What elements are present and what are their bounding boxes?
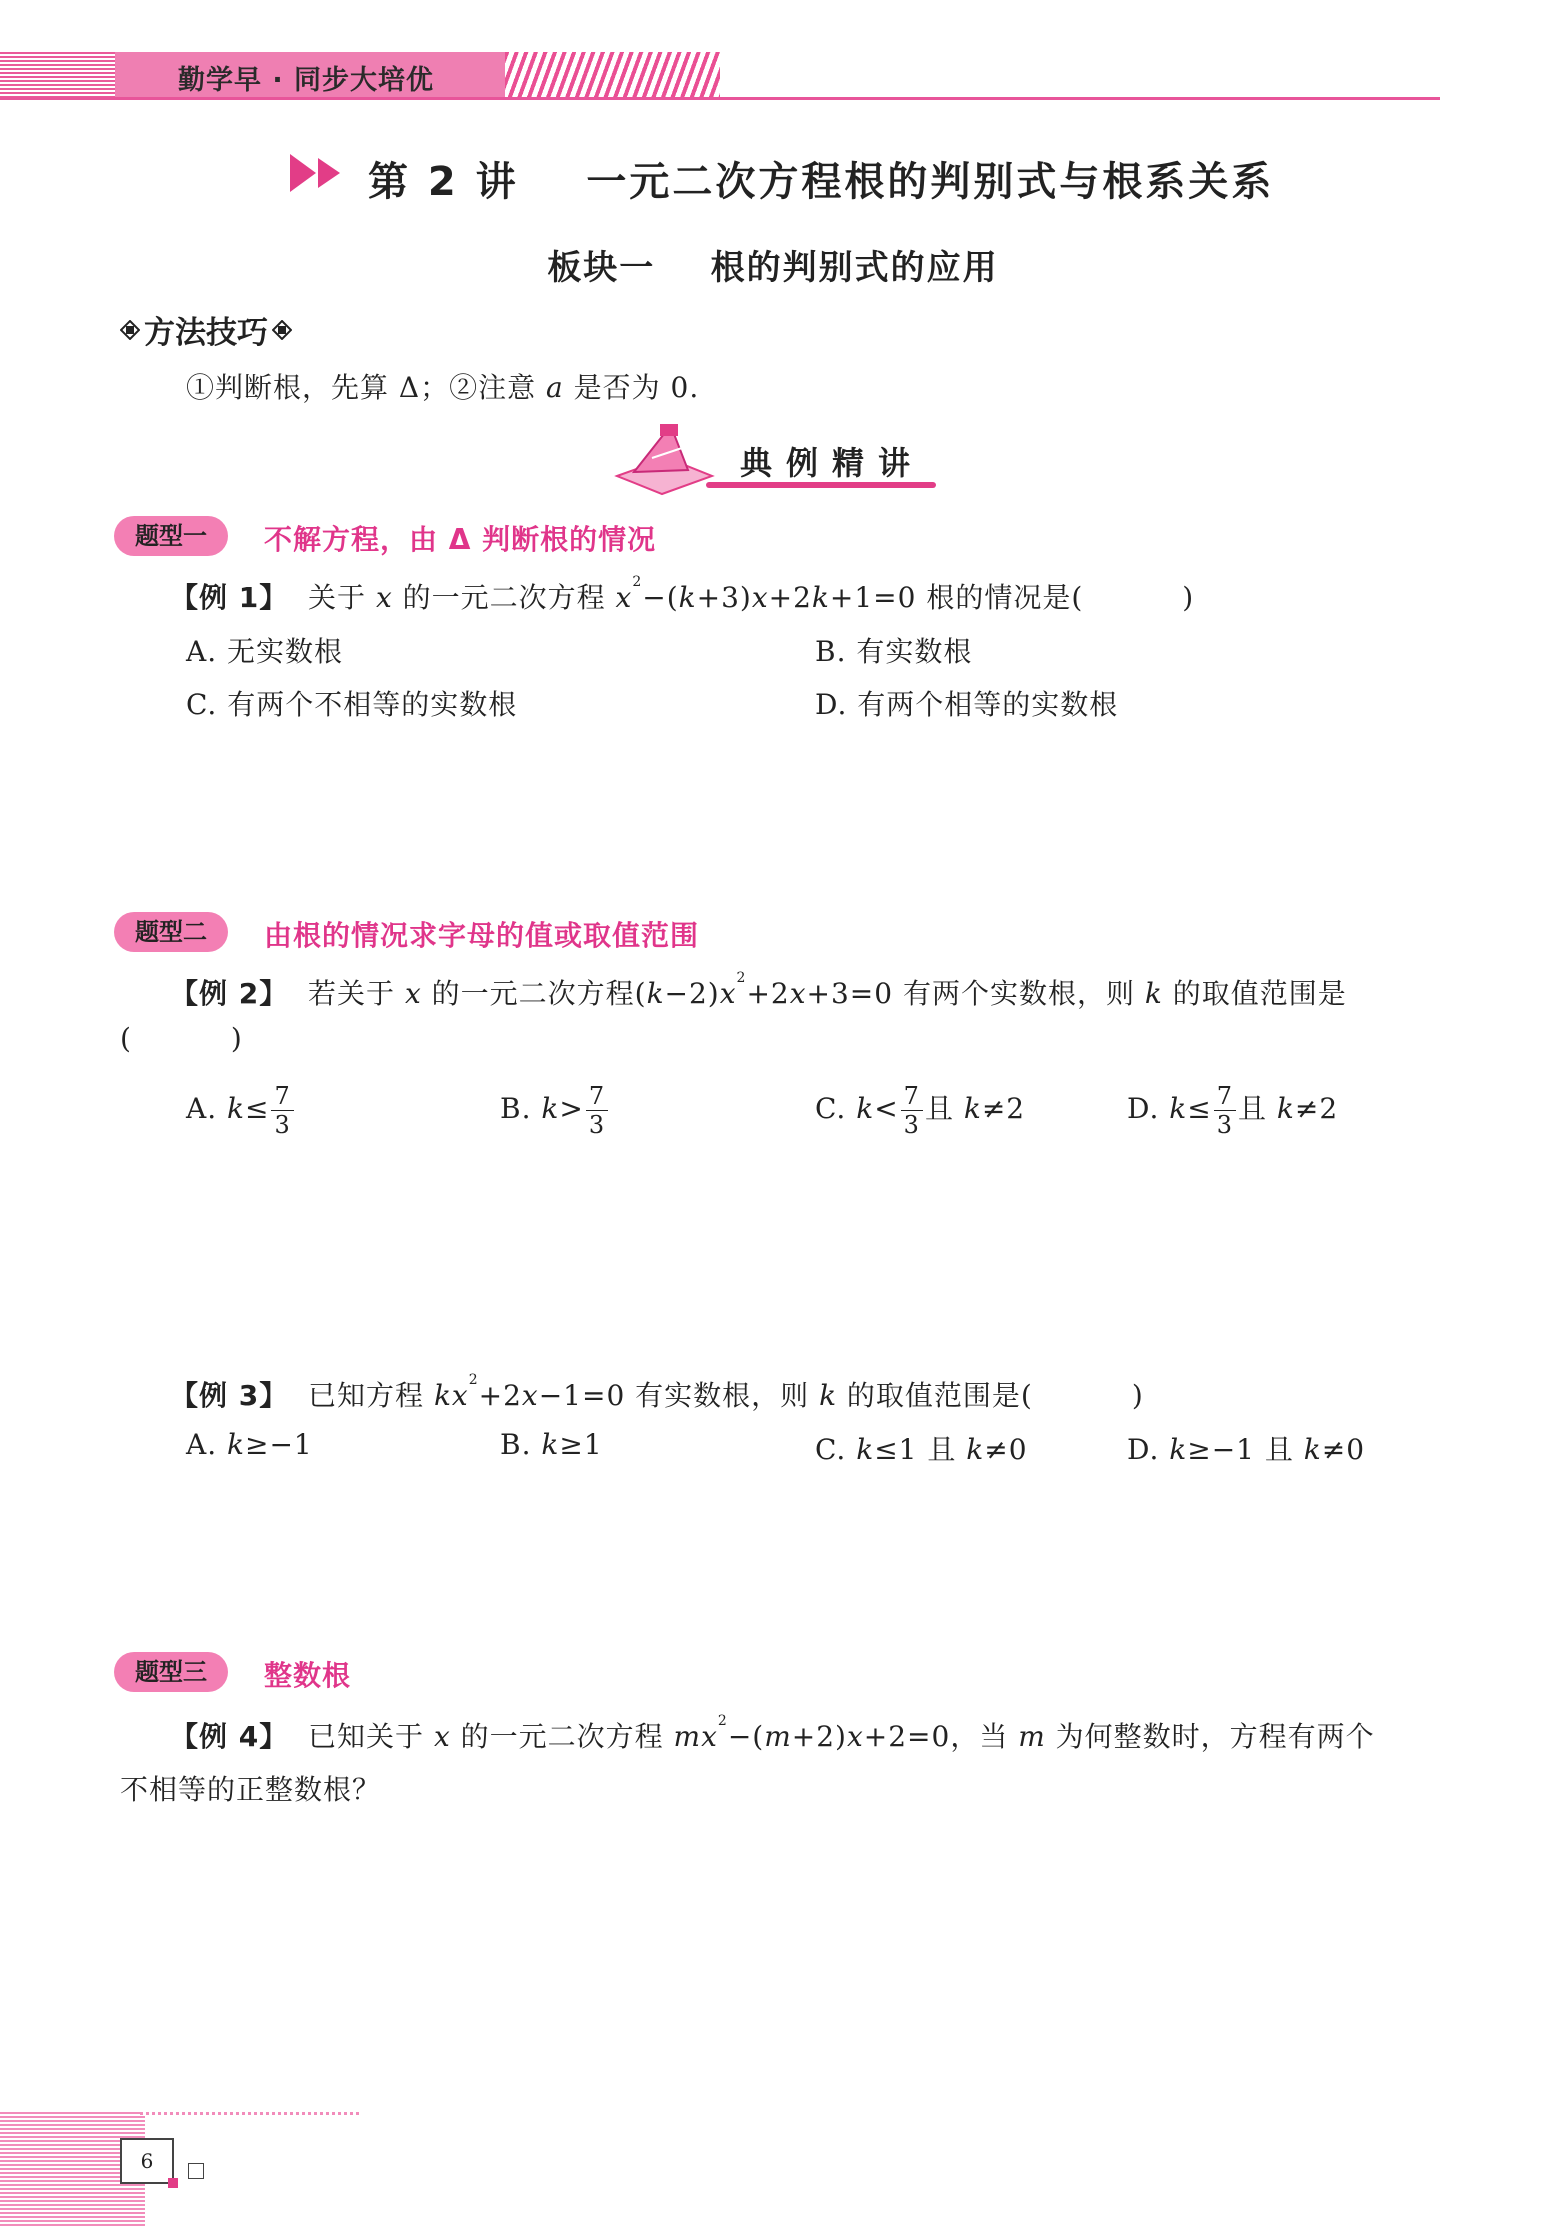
- book-title: 勤学早 · 同步大培优: [178, 65, 435, 96]
- example-1-option-b: B. 有实数根: [815, 635, 973, 668]
- type-title-2: 由根的情况求字母的值或取值范围: [264, 919, 700, 952]
- method-text: ①判断根，先算 Δ；②注意 a 是否为 0.: [186, 371, 700, 404]
- examples-underline: [706, 482, 936, 488]
- lecture-title: 第 2 讲 一元二次方程根的判别式与根系关系: [368, 159, 1275, 205]
- example-2-option-d: D. k≤ $\frac{7}{3}$ 且 k≠2: [1127, 1082, 1339, 1139]
- method-heading-label: 方法技巧: [144, 315, 268, 351]
- example-3-option-a: A. k≥−1: [186, 1428, 313, 1461]
- header-rule: [0, 97, 1440, 100]
- examples-heading: 典例精讲: [740, 444, 925, 482]
- example-1-option-d: D. 有两个相等的实数根: [815, 688, 1119, 721]
- example-1-question: 【例 1】 关于 x 的一元二次方程 $x^2-(k+3)x+2k+1=0$ 根的情况是( ): [170, 574, 1195, 614]
- diamond-icon: [120, 320, 140, 340]
- type-title-3: 整数根: [264, 1659, 352, 1692]
- diamond-icon: [272, 320, 292, 340]
- page-number-corner-mark: [168, 2178, 178, 2188]
- footer-dotted-rule: [140, 2112, 360, 2115]
- example-4-question-line2: 不相等的正整数根？: [120, 1773, 382, 1806]
- square-icon: [188, 2163, 204, 2179]
- type-tag-1: 题型一: [114, 516, 228, 556]
- method-heading: [120, 307, 292, 352]
- lecture-podium-icon: [612, 418, 717, 502]
- example-3-option-c: C. k≤1 且 k≠0: [815, 1433, 1028, 1466]
- header-stripes: [0, 52, 115, 97]
- double-arrow-icon: [288, 150, 348, 200]
- type-title-1: 不解方程，由 Δ 判断根的情况: [264, 523, 657, 556]
- example-2-question: 【例 2】 若关于 x 的一元二次方程$(k-2)x^2+2x+3=0$ 有两个实数根，则 k 的取值范围是: [170, 970, 1347, 1010]
- example-2-option-a: A. k≤ $\frac{7}{3}$: [186, 1082, 296, 1139]
- example-2-option-c: C. k< $\frac{7}{3}$ 且 k≠2: [815, 1082, 1026, 1139]
- example-3-question: 【例 3】 已知方程 $kx^2+2x-1=0$ 有实数根，则 k 的取值范围是( ): [170, 1372, 1144, 1412]
- type-tag-3: 题型三: [114, 1652, 228, 1692]
- example-2-option-b: B. k> $\frac{7}{3}$: [500, 1082, 610, 1139]
- section-title: 板块一 根的判别式的应用: [547, 248, 999, 288]
- example-1-option-a: A. 无实数根: [186, 635, 344, 668]
- example-2-answer-paren: ( ): [120, 1022, 243, 1055]
- example-3-option-d: D. k≥−1 且 k≠0: [1127, 1433, 1366, 1466]
- header-slash-pattern: [505, 52, 720, 97]
- example-3-option-b: B. k≥1: [500, 1428, 603, 1461]
- page-number: 6: [120, 2138, 174, 2184]
- example-4-question: 【例 4】 已知关于 x 的一元二次方程 $mx^2-(m+2)x+2=0$，当 m 为何整数时，方程有两个: [170, 1713, 1375, 1753]
- type-tag-2: 题型二: [114, 912, 228, 952]
- example-1-option-c: C. 有两个不相等的实数根: [186, 688, 518, 721]
